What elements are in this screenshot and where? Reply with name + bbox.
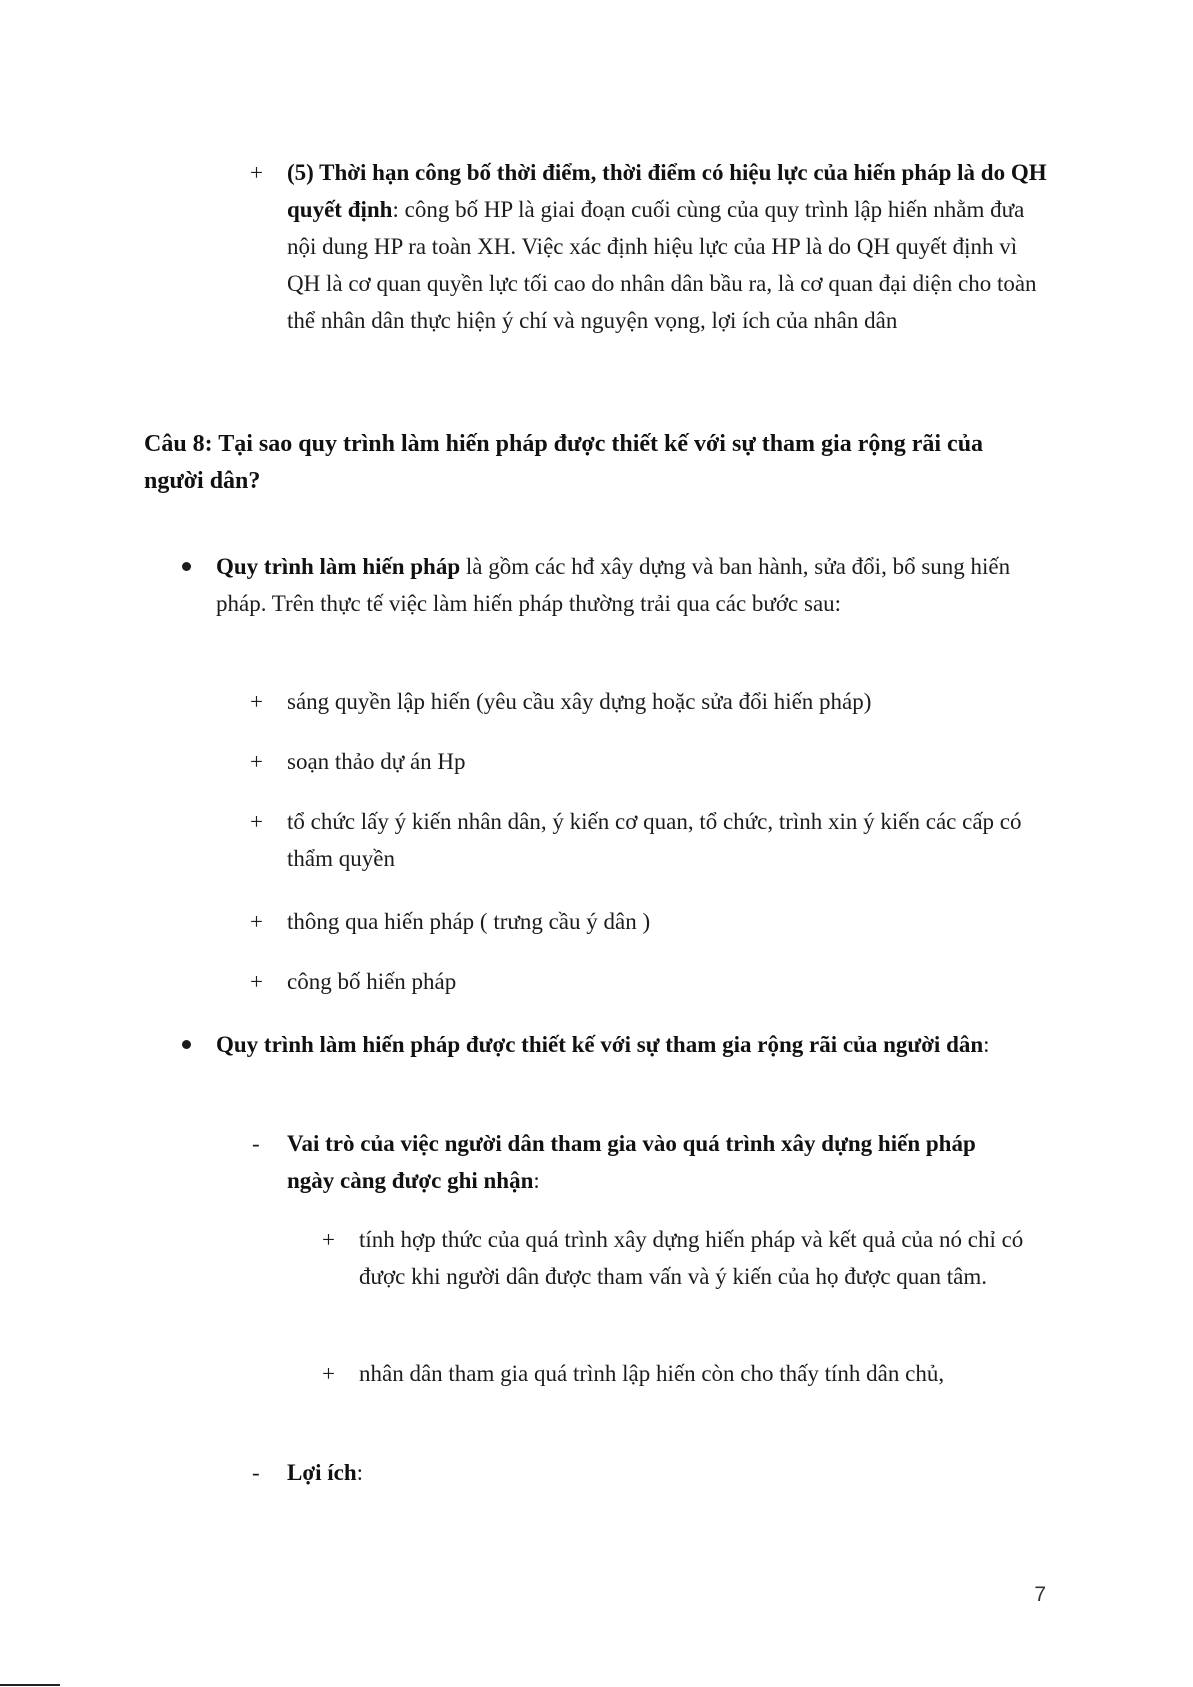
bullet-process-definition: [216, 548, 1026, 622]
question-heading: Câu 8: Tại sao quy trình làm hiến pháp được thiết kế với sự tham gia rộng rãi của người dân?: [144, 431, 984, 494]
intro-item-text: : công bố HP là giai đoạn cuối cùng của quy trình lập hiến nhằm đưa nội dung HP ra toàn XH. Việc xác định hiệu lực của HP là do QH quyết định vì QH là cơ quan quyền lực tối cao do nhân dân bầu ra, là cơ quan đại diện cho toàn thể nhân dân thực hiện ý chí và nguyện vọng, lợi ích của nhân dân: [287, 197, 1037, 333]
step-item: sáng quyền lập hiến (yêu cầu xây dựng hoặc sửa đổi hiến pháp): [287, 689, 872, 714]
plus-marker: +: [250, 969, 263, 994]
benefit-text: :: [356, 1460, 363, 1485]
role-sub-item: nhân dân tham gia quá trình lập hiến còn cho thấy tính dân chủ,: [359, 1361, 945, 1386]
bullet2-bold: Quy trình làm hiến pháp được thiết kế với sự tham gia rộng rãi của người dân: [216, 1032, 984, 1057]
role-text: :: [533, 1168, 540, 1193]
footer-rule: [0, 1684, 60, 1686]
plus-marker: +: [250, 160, 263, 185]
bullet-dot: [182, 562, 191, 571]
bullet-dot: [182, 1040, 191, 1049]
page-number: 7: [1034, 1583, 1046, 1606]
plus-marker: +: [322, 1361, 335, 1386]
role-sub-item: tính hợp thức của quá trình xây dựng hiến pháp và kết quả của nó chỉ có được khi người dân được tham vấn và ý kiến của họ được quan tâm.: [359, 1227, 1024, 1289]
benefit-item: [287, 1454, 1027, 1491]
step-item: công bố hiến pháp: [287, 969, 457, 994]
bullet2-text: :: [983, 1032, 990, 1057]
bullet1-bold: Quy trình làm hiến pháp: [216, 554, 461, 579]
step-item: soạn thảo dự án Hp: [287, 749, 466, 774]
intro-item: [287, 154, 1047, 339]
intro-item-bold: (5) Thời hạn công bố thời điểm, thời điểm có hiệu lực của hiến pháp là do QH quyết định: [287, 160, 1047, 222]
plus-marker: +: [322, 1227, 335, 1252]
plus-marker: +: [250, 749, 263, 774]
dash-marker: -: [252, 1131, 260, 1156]
role-bold: Vai trò của việc người dân tham gia vào quá trình xây dựng hiến pháp ngày càng được ghi nhận: [287, 1131, 976, 1193]
bullet-participation: [216, 1026, 1026, 1063]
dash-marker: -: [252, 1460, 260, 1485]
step-item: thông qua hiến pháp ( trưng cầu ý dân ): [287, 909, 651, 934]
bullet1-text: là gồm các hđ xây dựng và ban hành, sửa đổi, bổ sung hiến pháp. Trên thực tế việc làm hiến pháp thường trải qua các bước sau:: [216, 554, 1011, 616]
step-item: tổ chức lấy ý kiến nhân dân, ý kiến cơ quan, tổ chức, trình xin ý kiến các cấp có thẩm quyền: [287, 809, 1022, 871]
plus-marker: +: [250, 809, 263, 834]
role-item: [287, 1125, 1027, 1199]
plus-marker: +: [250, 689, 263, 714]
plus-marker: +: [250, 909, 263, 934]
benefit-bold: Lợi ích: [287, 1460, 357, 1485]
